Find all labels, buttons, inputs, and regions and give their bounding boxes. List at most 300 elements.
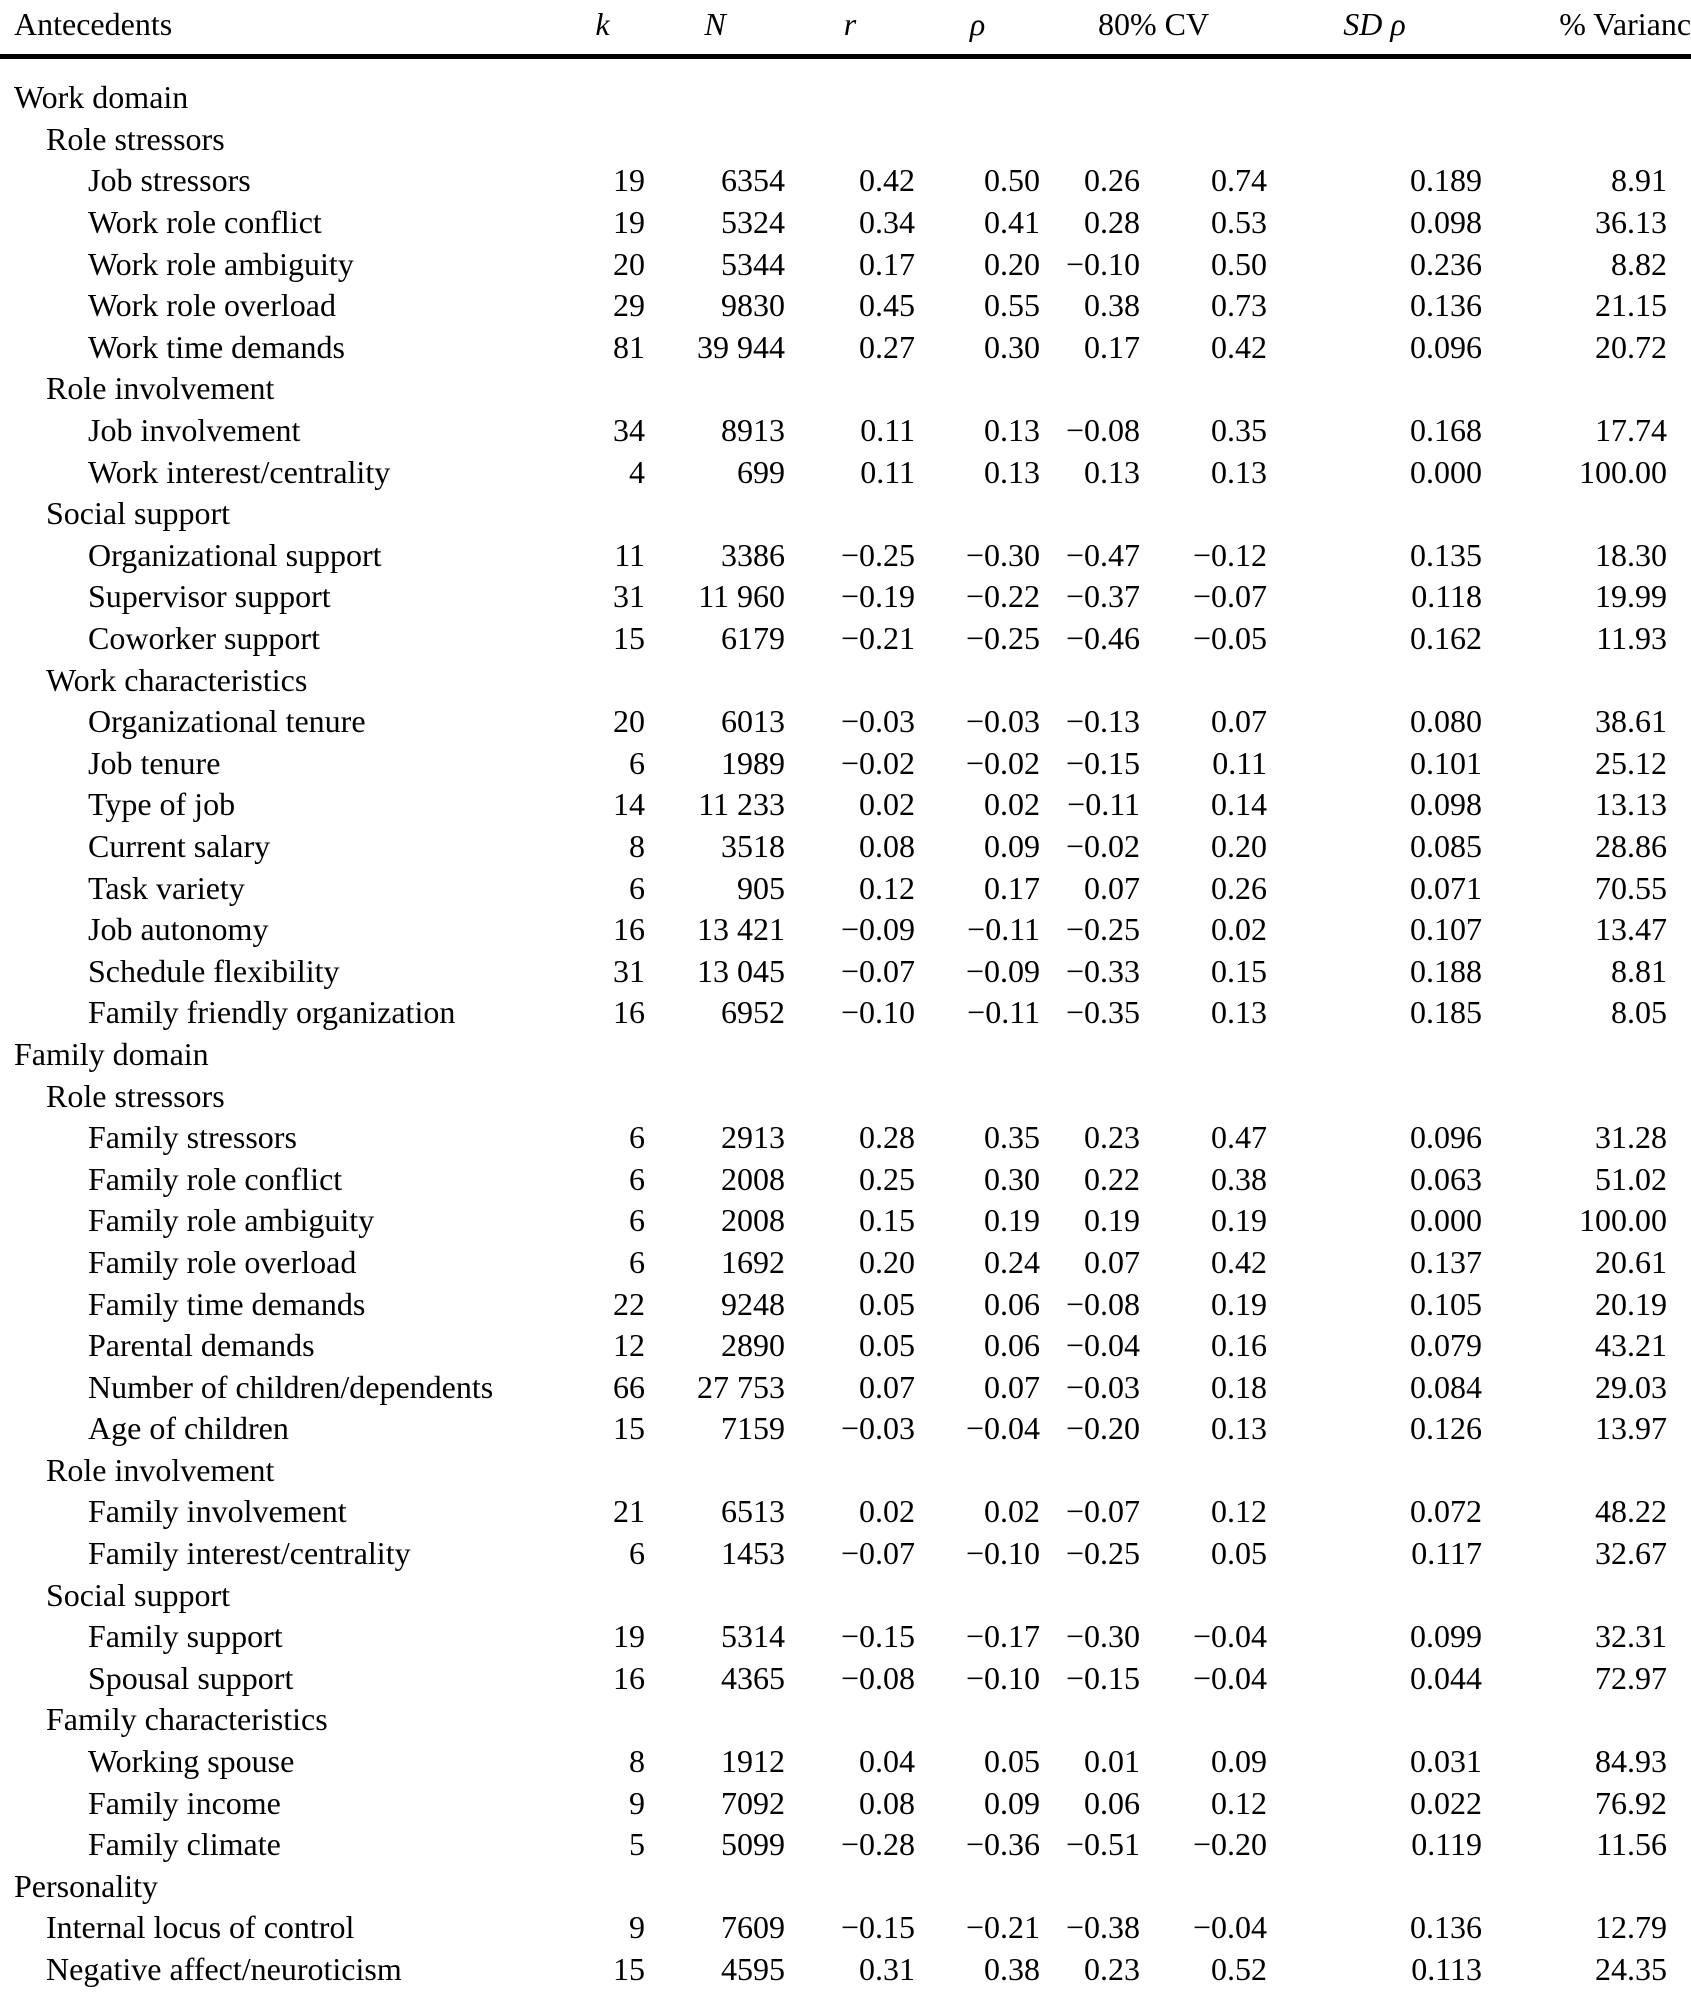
cell-r: 0.11 (860, 412, 915, 449)
table-row (0, 243, 1691, 285)
column-header-antecedents: Antecedents (0, 0, 560, 57)
cell-cv-high: 0.42 (1211, 328, 1268, 365)
cell-rho: −0.11 (967, 911, 1040, 948)
table-row (0, 410, 1691, 452)
row-label: Family climate (88, 1826, 281, 1863)
cell-rho: 0.02 (984, 1493, 1040, 1530)
cell-cv-high (1140, 493, 1267, 535)
cell-cv-low (1040, 1574, 1140, 1616)
cell-pct-variance: 8.05 (1611, 994, 1668, 1031)
cell-k: 19 (613, 204, 645, 241)
cell-sd-rho: 0.085 (1410, 827, 1483, 864)
cell-n: 8913 (721, 412, 785, 449)
cell-rho: −0.22 (965, 578, 1040, 615)
row-label: Personality (14, 1867, 158, 1904)
table-row (0, 285, 1691, 327)
cell-k: 15 (613, 1951, 645, 1988)
cell-pct-variance: 51.02 (1595, 1160, 1668, 1197)
cell-sd-rho (1267, 1699, 1482, 1741)
cell-cv-low: 0.23 (1084, 1119, 1140, 1156)
row-label: Negative affect/neuroticism (46, 1951, 402, 1988)
cell-k: 15 (613, 1410, 645, 1447)
row-label: Working spouse (88, 1743, 295, 1780)
row-label: Parental demands (88, 1327, 315, 1364)
cell-k (560, 493, 645, 535)
cell-r: 0.11 (860, 453, 915, 490)
section-heading-row (0, 1699, 1691, 1741)
cell-r (785, 1075, 915, 1117)
row-label: Family role overload (88, 1243, 357, 1280)
column-header-sd-rho: SD ρ (1267, 0, 1482, 57)
cell-sd-rho: 0.096 (1410, 1119, 1483, 1156)
cell-cv-low: −0.51 (1065, 1826, 1140, 1863)
cell-rho: −0.17 (965, 1618, 1040, 1655)
cell-rho (915, 659, 1040, 701)
cell-cv-low: −0.15 (1065, 744, 1140, 781)
cell-k: 6 (629, 1243, 645, 1280)
cell-n (645, 1034, 785, 1076)
cell-cv-low (1040, 368, 1140, 410)
cell-sd-rho: 0.101 (1410, 744, 1483, 781)
cell-cv-high (1140, 1574, 1267, 1616)
cell-sd-rho: 0.162 (1410, 620, 1483, 657)
cell-cv-high: 0.11 (1212, 744, 1268, 781)
cell-pct-variance: 11.93 (1596, 620, 1668, 657)
cell-rho (915, 1699, 1040, 1741)
cell-pct-variance: 13.47 (1595, 911, 1668, 948)
row-label: Family role conflict (88, 1160, 343, 1197)
row-label: Family domain (14, 1035, 209, 1072)
cell-cv-low: 0.19 (1084, 1202, 1140, 1239)
cell-cv-high: −0.20 (1192, 1826, 1268, 1863)
cell-pct-variance: 21.15 (1595, 287, 1668, 324)
cell-cv-high: 0.16 (1211, 1327, 1268, 1364)
cell-pct-variance (1482, 1450, 1691, 1492)
cell-rho: 0.24 (984, 1243, 1040, 1280)
cell-cv-low: −0.02 (1065, 827, 1140, 864)
cell-pct-variance: 13.13 (1595, 786, 1668, 823)
section-heading-row (0, 1034, 1691, 1076)
cell-sd-rho: 0.000 (1410, 1202, 1483, 1239)
table-row (0, 1242, 1691, 1284)
table-row (0, 1117, 1691, 1159)
cell-r: −0.02 (840, 744, 915, 781)
cell-k: 6 (629, 1119, 645, 1156)
cell-sd-rho: 0.063 (1410, 1160, 1483, 1197)
cell-cv-low: −0.30 (1065, 1618, 1140, 1655)
cell-sd-rho: 0.099 (1410, 1618, 1483, 1655)
cell-cv-low: −0.03 (1065, 1368, 1140, 1405)
table-row (0, 992, 1691, 1034)
cell-cv-low: 0.38 (1084, 287, 1140, 324)
cell-pct-variance: 31.28 (1595, 1119, 1668, 1156)
cell-cv-low: 0.28 (1084, 204, 1140, 241)
cell-rho: 0.09 (984, 1784, 1040, 1821)
table-row (0, 1533, 1691, 1575)
cell-rho: 0.09 (984, 827, 1040, 864)
cell-cv-high: −0.04 (1192, 1659, 1268, 1696)
table-row (0, 743, 1691, 785)
cell-sd-rho (1267, 1034, 1482, 1076)
cell-cv-high: 0.73 (1211, 287, 1268, 324)
cell-pct-variance: 100.00 (1579, 453, 1668, 490)
cell-pct-variance: 76.92 (1595, 1784, 1668, 1821)
table-row (0, 1949, 1691, 1991)
cell-n (645, 493, 785, 535)
row-label: Job autonomy (88, 911, 269, 948)
cell-r: 0.12 (859, 869, 915, 906)
table-row (0, 1741, 1691, 1783)
cell-cv-high: 0.09 (1211, 1743, 1268, 1780)
cell-cv-low: 0.01 (1084, 1743, 1140, 1780)
cell-pct-variance (1482, 1034, 1691, 1076)
cell-cv-high: 0.13 (1211, 994, 1268, 1031)
cell-n (645, 57, 785, 119)
cell-r: 0.08 (859, 827, 915, 864)
cell-r: −0.19 (840, 578, 915, 615)
row-label: Family characteristics (46, 1701, 328, 1738)
table-row (0, 576, 1691, 618)
cell-rho: 0.38 (984, 1951, 1040, 1988)
table-row (0, 909, 1691, 951)
cell-cv-low: −0.37 (1065, 578, 1140, 615)
cell-cv-high: 0.12 (1211, 1493, 1268, 1530)
row-label: Job involvement (88, 412, 301, 449)
cell-r: 0.07 (859, 1368, 915, 1405)
table-row (0, 1658, 1691, 1700)
cell-n: 6952 (721, 994, 785, 1031)
cell-cv-low: −0.10 (1065, 245, 1140, 282)
cell-pct-variance (1482, 57, 1691, 119)
cell-rho: 0.06 (984, 1327, 1040, 1364)
section-heading-row (0, 659, 1691, 701)
cell-k (560, 1034, 645, 1076)
cell-n: 7092 (721, 1784, 785, 1821)
cell-sd-rho: 0.107 (1410, 911, 1483, 948)
cell-cv-high: 0.14 (1211, 786, 1268, 823)
row-label: Family role ambiguity (88, 1202, 375, 1239)
cell-sd-rho: 0.031 (1410, 1743, 1483, 1780)
row-label: Job stressors (88, 162, 251, 199)
cell-cv-high: −0.07 (1192, 578, 1268, 615)
table-row (0, 1616, 1691, 1658)
cell-n: 6354 (721, 162, 785, 199)
cell-rho: 0.17 (984, 869, 1040, 906)
cell-k: 8 (629, 827, 645, 864)
cell-rho: −0.10 (965, 1535, 1040, 1572)
cell-n: 13 421 (697, 911, 785, 948)
cell-k (560, 1450, 645, 1492)
cell-sd-rho: 0.126 (1410, 1410, 1483, 1447)
cell-r: −0.03 (840, 1410, 915, 1447)
cell-n: 3386 (721, 536, 785, 573)
cell-n: 7609 (721, 1909, 785, 1946)
cell-cv-high (1140, 1075, 1267, 1117)
table-row (0, 1491, 1691, 1533)
cell-pct-variance: 48.22 (1595, 1493, 1668, 1530)
cell-k: 20 (613, 245, 645, 282)
cell-n: 4595 (721, 1951, 785, 1988)
cell-sd-rho: 0.236 (1410, 245, 1483, 282)
cell-r: 0.02 (859, 1493, 915, 1530)
cell-rho: −0.04 (965, 1410, 1040, 1447)
cell-pct-variance: 25.12 (1595, 744, 1668, 781)
row-label: Role stressors (46, 120, 225, 157)
row-label: Internal locus of control (46, 1909, 355, 1946)
cell-rho: 0.06 (984, 1285, 1040, 1322)
row-label: Task variety (88, 869, 245, 906)
cell-r: 0.05 (859, 1327, 915, 1364)
cell-pct-variance: 17.74 (1595, 412, 1668, 449)
cell-pct-variance: 84.93 (1595, 1743, 1668, 1780)
cell-sd-rho: 0.105 (1410, 1285, 1483, 1322)
table-row (0, 618, 1691, 660)
cell-r: 0.04 (859, 1743, 915, 1780)
cell-sd-rho (1267, 493, 1482, 535)
cell-rho (915, 1075, 1040, 1117)
cell-cv-high: 0.19 (1211, 1285, 1268, 1322)
cell-r: 0.15 (859, 1202, 915, 1239)
cell-cv-low: −0.47 (1065, 536, 1140, 573)
cell-cv-low (1040, 659, 1140, 701)
cell-cv-high: −0.05 (1192, 620, 1268, 657)
table-row (0, 701, 1691, 743)
cell-pct-variance (1482, 1075, 1691, 1117)
cell-cv-high: 0.13 (1211, 1410, 1268, 1447)
cell-r: 0.28 (859, 1119, 915, 1156)
cell-sd-rho (1267, 57, 1482, 119)
cell-rho: 0.05 (984, 1743, 1040, 1780)
cell-cv-high: 0.42 (1211, 1243, 1268, 1280)
cell-n (645, 659, 785, 701)
cell-pct-variance: 36.13 (1595, 204, 1668, 241)
cell-cv-high: 0.05 (1211, 1535, 1268, 1572)
row-label: Type of job (88, 786, 236, 823)
row-label: Work interest/centrality (88, 453, 391, 490)
cell-rho: 0.50 (984, 162, 1040, 199)
cell-pct-variance: 13.97 (1595, 1410, 1668, 1447)
cell-k: 9 (629, 1909, 645, 1946)
cell-sd-rho (1267, 1574, 1482, 1616)
cell-k: 16 (613, 994, 645, 1031)
cell-k: 11 (614, 536, 645, 573)
cell-n: 699 (737, 453, 785, 490)
cell-cv-low: −0.08 (1065, 412, 1140, 449)
cell-pct-variance (1482, 493, 1691, 535)
cell-rho: 0.07 (984, 1368, 1040, 1405)
cell-n: 1912 (721, 1743, 785, 1780)
cell-cv-low: −0.46 (1065, 620, 1140, 657)
table-row (0, 1408, 1691, 1450)
cell-n (645, 1866, 785, 1908)
cell-sd-rho: 0.113 (1411, 1951, 1483, 1988)
cell-cv-low: −0.38 (1065, 1909, 1140, 1946)
cell-pct-variance: 19.99 (1595, 578, 1668, 615)
cell-pct-variance: 29.03 (1595, 1368, 1668, 1405)
cell-rho: 0.41 (984, 204, 1040, 241)
cell-pct-variance: 8.91 (1611, 162, 1668, 199)
cell-pct-variance (1482, 368, 1691, 410)
cell-cv-low: 0.13 (1084, 453, 1140, 490)
cell-cv-high: 0.47 (1211, 1119, 1268, 1156)
cell-rho (915, 57, 1040, 119)
row-label: Role stressors (46, 1077, 225, 1114)
cell-rho: −0.36 (965, 1826, 1040, 1863)
cell-r: 0.27 (859, 328, 915, 365)
cell-n: 5344 (721, 245, 785, 282)
cell-cv-low (1040, 493, 1140, 535)
cell-pct-variance: 32.67 (1595, 1535, 1668, 1572)
cell-cv-high: 0.26 (1211, 869, 1268, 906)
table-row (0, 535, 1691, 577)
cell-r (785, 1450, 915, 1492)
cell-sd-rho: 0.079 (1410, 1327, 1483, 1364)
cell-sd-rho (1267, 368, 1482, 410)
cell-rho: 0.13 (984, 453, 1040, 490)
table-row (0, 826, 1691, 868)
cell-rho: −0.02 (965, 744, 1040, 781)
cell-sd-rho: 0.136 (1410, 287, 1483, 324)
cell-n (645, 1075, 785, 1117)
cell-sd-rho: 0.098 (1410, 786, 1483, 823)
cell-pct-variance: 20.61 (1595, 1243, 1668, 1280)
cell-sd-rho (1267, 659, 1482, 701)
cell-k: 4 (629, 453, 645, 490)
cell-r: −0.07 (840, 1535, 915, 1572)
row-label: Organizational tenure (88, 703, 366, 740)
cell-n: 5324 (721, 204, 785, 241)
cell-rho: −0.11 (967, 994, 1040, 1031)
cell-rho: −0.25 (965, 620, 1040, 657)
cell-sd-rho: 0.119 (1411, 1826, 1483, 1863)
cell-k (560, 1866, 645, 1908)
cell-cv-low: −0.35 (1065, 994, 1140, 1031)
cell-cv-high: 0.18 (1211, 1368, 1268, 1405)
cell-n: 7159 (721, 1410, 785, 1447)
cell-cv-high: −0.12 (1192, 536, 1268, 573)
cell-pct-variance: 18.30 (1595, 536, 1668, 573)
cell-n: 11 960 (698, 578, 785, 615)
cell-cv-high: 0.15 (1211, 952, 1268, 989)
row-label: Work characteristics (46, 661, 308, 698)
cell-rho: 0.55 (984, 287, 1040, 324)
cell-pct-variance (1482, 1866, 1691, 1908)
cell-cv-low: −0.07 (1065, 1493, 1140, 1530)
cell-rho: 0.02 (984, 786, 1040, 823)
cell-cv-high: 0.02 (1211, 911, 1268, 948)
cell-n: 5314 (721, 1618, 785, 1655)
table-row (0, 950, 1691, 992)
cell-r (785, 1034, 915, 1076)
header-row (0, 0, 1691, 57)
row-label: Work role ambiguity (88, 245, 354, 282)
cell-k: 20 (613, 703, 645, 740)
cell-rho (915, 1574, 1040, 1616)
cell-sd-rho: 0.000 (1410, 453, 1483, 490)
row-label: Work role conflict (88, 204, 322, 241)
table-header (0, 0, 1691, 57)
cell-k: 5 (629, 1826, 645, 1863)
cell-pct-variance (1482, 119, 1691, 161)
cell-rho: 0.35 (984, 1119, 1040, 1156)
cell-sd-rho (1267, 1866, 1482, 1908)
row-label: Family involvement (88, 1493, 347, 1530)
column-header-n: N (645, 0, 785, 57)
column-header-k: k (560, 0, 645, 57)
cell-pct-variance: 70.55 (1595, 869, 1668, 906)
cell-n: 9248 (721, 1285, 785, 1322)
cell-cv-low: −0.04 (1065, 1327, 1140, 1364)
cell-n: 3518 (721, 827, 785, 864)
cell-rho (915, 1034, 1040, 1076)
cell-rho: −0.30 (965, 536, 1040, 573)
cell-r (785, 493, 915, 535)
table-row (0, 1907, 1691, 1949)
cell-rho: −0.09 (965, 952, 1040, 989)
cell-rho: 0.30 (984, 328, 1040, 365)
cell-cv-low: 0.07 (1084, 869, 1140, 906)
row-label: Family interest/centrality (88, 1535, 411, 1572)
row-label: Work role overload (88, 287, 336, 324)
row-label: Social support (46, 495, 230, 532)
cell-k: 15 (613, 620, 645, 657)
cell-cv-low: −0.25 (1065, 1535, 1140, 1572)
cell-rho: 0.30 (984, 1160, 1040, 1197)
cell-r (785, 119, 915, 161)
cell-k: 6 (629, 1160, 645, 1197)
section-heading-row (0, 119, 1691, 161)
row-label: Work time demands (88, 328, 345, 365)
row-label: Current salary (88, 827, 271, 864)
cell-r (785, 1699, 915, 1741)
cell-rho: −0.10 (965, 1659, 1040, 1696)
cell-sd-rho: 0.044 (1410, 1659, 1483, 1696)
section-heading-row (0, 493, 1691, 535)
cell-sd-rho: 0.071 (1410, 869, 1483, 906)
cell-rho (915, 368, 1040, 410)
cell-r: 0.05 (859, 1285, 915, 1322)
cell-cv-low: −0.15 (1065, 1659, 1140, 1696)
cell-k: 14 (613, 786, 645, 823)
cell-n: 9830 (721, 287, 785, 324)
row-label: Role involvement (46, 370, 275, 407)
cell-k: 31 (613, 578, 645, 615)
cell-pct-variance: 100.00 (1579, 1202, 1668, 1239)
cell-cv-low (1040, 1034, 1140, 1076)
cell-cv-low: −0.25 (1065, 911, 1140, 948)
cell-k: 12 (613, 1327, 645, 1364)
cell-rho (915, 119, 1040, 161)
cell-sd-rho: 0.084 (1410, 1368, 1483, 1405)
cell-sd-rho: 0.118 (1411, 578, 1483, 615)
cell-k: 6 (629, 1202, 645, 1239)
cell-cv-high: 0.13 (1211, 453, 1268, 490)
cell-cv-high: −0.04 (1192, 1909, 1268, 1946)
cell-cv-low: 0.22 (1084, 1160, 1140, 1197)
cell-r: −0.28 (840, 1826, 915, 1863)
table-row (0, 1824, 1691, 1866)
cell-k (560, 1574, 645, 1616)
column-header-80pct-cv: 80% CV (1040, 0, 1267, 57)
table-row (0, 451, 1691, 493)
cell-n: 2008 (721, 1160, 785, 1197)
section-heading-row (0, 1450, 1691, 1492)
cell-r: −0.10 (840, 994, 915, 1031)
cell-r: −0.15 (840, 1909, 915, 1946)
cell-cv-low: −0.13 (1065, 703, 1140, 740)
cell-sd-rho: 0.188 (1410, 952, 1483, 989)
cell-n (645, 1574, 785, 1616)
